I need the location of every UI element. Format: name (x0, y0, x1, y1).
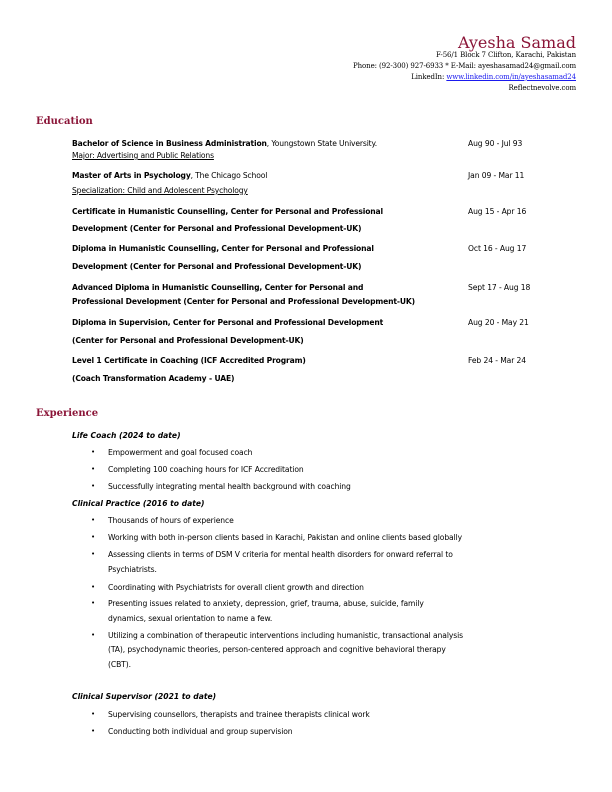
education-entry-line1 (72, 207, 383, 216)
bullet-text: Thousands of hours of experience (108, 516, 234, 525)
bullet-icon: • (91, 550, 96, 558)
bullet-text: dynamics, sexual orientation to name a few. (108, 614, 273, 623)
degree-title: Bachelor of Science in Business Administration (72, 139, 267, 148)
education-entry-line2: (Coach Transformation Academy - UAE) (72, 374, 235, 383)
bullet-icon: • (91, 631, 96, 639)
degree-title: Master of Arts in Psychology (72, 171, 191, 180)
degree-title: Diploma in Humanistic Counselling (72, 244, 217, 253)
bullet-text: Working with both in-person clients based in Karachi, Pakistan and online clients based globally (108, 533, 463, 542)
bullet-icon: • (91, 482, 96, 490)
website: Reflectnevolve.com (508, 84, 576, 92)
education-dates: Oct 16 - Aug 17 (468, 244, 527, 253)
candidate-name: Ayesha Samad (457, 33, 576, 52)
education-entry-line2: Specialization: Child and Adolescent Psychology (72, 186, 248, 195)
education-dates: Jan 09 - Mar 11 (468, 171, 525, 180)
institution: , Youngstown State University. (266, 139, 378, 148)
education-entry-line1 (72, 244, 374, 253)
bullet-icon: • (91, 465, 96, 473)
bullet-text: Empowerment and goal focused coach (108, 448, 253, 457)
bullet-icon: • (91, 710, 96, 718)
degree-title: Level 1 Certificate in Coaching (ICF Accredited Program) (72, 356, 306, 365)
bullet-text: Presenting issues related to anxiety, depression, grief, trauma, abuse, suicide, family (108, 599, 424, 608)
bullet-icon: • (91, 727, 96, 735)
bullet-icon: • (91, 448, 96, 456)
education-entry-line1 (72, 171, 267, 180)
institution: , Center for Personal and (259, 283, 364, 292)
institution: , Center for Personal and Professional Development (167, 318, 384, 327)
address: F-56/1 Block 7 Clifton, Karachi, Pakistan (435, 51, 576, 59)
institution: , Center for Personal and Professional (225, 207, 383, 216)
linkedin-label: LinkedIn: (411, 73, 447, 81)
education-dates: Feb 24 - Mar 24 (468, 356, 526, 365)
bullet-text: Utilizing a combination of therapeutic interventions including humanistic, transactional analysis (108, 631, 463, 640)
bullet-text: Psychiatrists. (108, 565, 157, 574)
education-entry-line2: Professional Development (Center for Personal and Professional Development-UK) (72, 297, 415, 306)
education-entry-line2: Development (Center for Personal and Professional Development-UK) (72, 224, 362, 233)
education-dates: Aug 90 - Jul 93 (468, 139, 523, 148)
bullet-icon: • (91, 599, 96, 607)
education-dates: Aug 15 - Apr 16 (468, 207, 527, 216)
bullet-icon: • (91, 516, 96, 524)
bullet-text: Completing 100 coaching hours for ICF Accreditation (108, 465, 304, 474)
bullet-text: Successfully integrating mental health background with coaching (108, 482, 351, 491)
education-dates: Sept 17 - Aug 18 (468, 283, 531, 292)
role-title: Clinical Supervisor (2021 to date) (72, 692, 217, 701)
bullet-text: Conducting both individual and group supervision (108, 727, 293, 736)
education-entry-line1 (72, 139, 377, 148)
education-entry-line1 (72, 283, 363, 292)
degree-title: Advanced Diploma in Humanistic Counselling (72, 283, 260, 292)
linkedin-line (411, 73, 576, 81)
role-title: Life Coach (2024 to date) (72, 431, 181, 440)
bullet-text: (TA), psychodynamic theories, person-centered approach and cognitive behavioral therapy (108, 645, 446, 654)
education-entry-line2: Development (Center for Personal and Professional Development-UK) (72, 262, 362, 271)
institution: , The Chicago School (190, 171, 268, 180)
bullet-text: Coordinating with Psychiatrists for overall client growth and direction (108, 583, 364, 592)
bullet-icon: • (91, 533, 96, 541)
education-entry-line1 (72, 356, 306, 365)
education-dates: Aug 20 - May 21 (468, 318, 529, 327)
experience-heading: Experience (36, 408, 99, 419)
phone-email: Phone: (92-300) 927-6933 * E-Mail: ayeshasamad24@gmail.com (353, 62, 576, 70)
education-entry-line1 (72, 318, 383, 327)
institution: , Center for Personal and Professional (216, 244, 374, 253)
bullet-text: (CBT). (108, 660, 131, 669)
linkedin-link[interactable]: www.linkedin.com/in/ayeshasamad24 (446, 73, 576, 81)
degree-title: Diploma in Supervision (72, 318, 168, 327)
bullet-icon: • (91, 583, 96, 591)
bullet-text: Supervising counsellors, therapists and trainee therapists clinical work (108, 710, 370, 719)
bullet-text: Assessing clients in terms of DSM V criteria for mental health disorders for onward referral to (108, 550, 453, 559)
education-entry-line2: (Center for Personal and Professional Development-UK) (72, 336, 304, 345)
education-entry-line2: Major: Advertising and Public Relations (72, 151, 214, 160)
role-title: Clinical Practice (2016 to date) (72, 499, 205, 508)
education-heading: Education (36, 116, 93, 127)
degree-title: Certificate in Humanistic Counselling (72, 207, 226, 216)
